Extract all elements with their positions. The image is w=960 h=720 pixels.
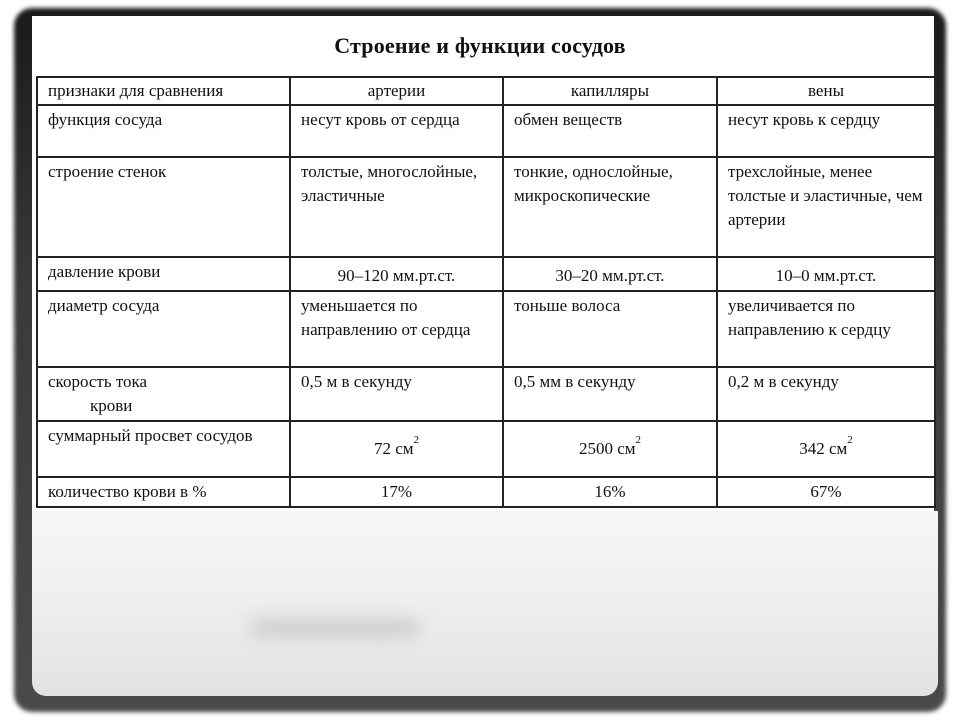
area-exponent: 2 (635, 434, 642, 447)
row-label: давление крови (37, 257, 290, 291)
cell-capillaries (503, 421, 717, 477)
cell-arteries: 0,5 м в секунду (290, 367, 503, 421)
cell-veins: 0,2 м в секунду (717, 367, 935, 421)
cell-capillaries: 30–20 мм.рт.ст. (503, 257, 717, 291)
cell-veins: трехслойные, менее толстые и эластичные, чем артерии (717, 157, 935, 257)
cell-capillaries: тонкие, однослойные, микроскопические (503, 157, 717, 257)
cell-veins (717, 421, 935, 477)
cell-capillaries: тоньше волоса (503, 291, 717, 367)
row-label: строение стенок (37, 157, 290, 257)
table-row (37, 367, 935, 421)
cell-arteries: 90–120 мм.рт.ст. (290, 257, 503, 291)
row-label: суммарный просвет сосудов (37, 421, 290, 477)
cell-veins: несут кровь к сердцу (717, 105, 935, 157)
row-label: функция сосуда (37, 105, 290, 157)
table-row (37, 257, 935, 291)
cell-veins: увеличивается по направлению к сердцу (717, 291, 935, 367)
area-exponent: 2 (847, 434, 853, 447)
header-cell-capillaries: капилляры (503, 77, 717, 105)
cell-veins: 10–0 мм.рт.ст. (717, 257, 935, 291)
cell-capillaries: обмен веществ (503, 105, 717, 157)
area-value: 342 см (799, 439, 848, 458)
table-row (37, 291, 935, 367)
slide-lower-area (32, 511, 938, 696)
cell-capillaries: 0,5 мм в секунду (503, 367, 717, 421)
cell-arteries: несут кровь от сердца (290, 105, 503, 157)
row-label: диаметр сосуда (37, 291, 290, 367)
cell-veins: 67% (717, 477, 935, 507)
table-header-row (37, 77, 935, 105)
scan-shadow (250, 618, 420, 638)
table-row (37, 477, 935, 507)
cell-arteries: толстые, многослойные, эластичные (290, 157, 503, 257)
area-exponent: 2 (413, 434, 420, 447)
page-title: Строение и функции сосудов (334, 33, 626, 58)
header-cell-veins: вены (717, 77, 935, 105)
area-value: 72 см (373, 439, 414, 458)
row-label (37, 367, 290, 421)
table-row (37, 421, 935, 477)
header-cell-arteries: артерии (290, 77, 503, 105)
table-row (37, 157, 935, 257)
row-label: количество крови в % (37, 477, 290, 507)
table-row (37, 105, 935, 157)
area-value: 2500 см (578, 439, 636, 458)
row-label-line1: скорость тока (48, 372, 148, 391)
cell-arteries: 17% (290, 477, 503, 507)
cell-arteries (290, 421, 503, 477)
cell-capillaries: 16% (503, 477, 717, 507)
header-cell-criteria: признаки для сравнения (37, 77, 290, 105)
cell-arteries: уменьшается по направлению от сердца (290, 291, 503, 367)
vessel-comparison-table (36, 76, 936, 508)
row-label-line2: крови (90, 396, 133, 415)
